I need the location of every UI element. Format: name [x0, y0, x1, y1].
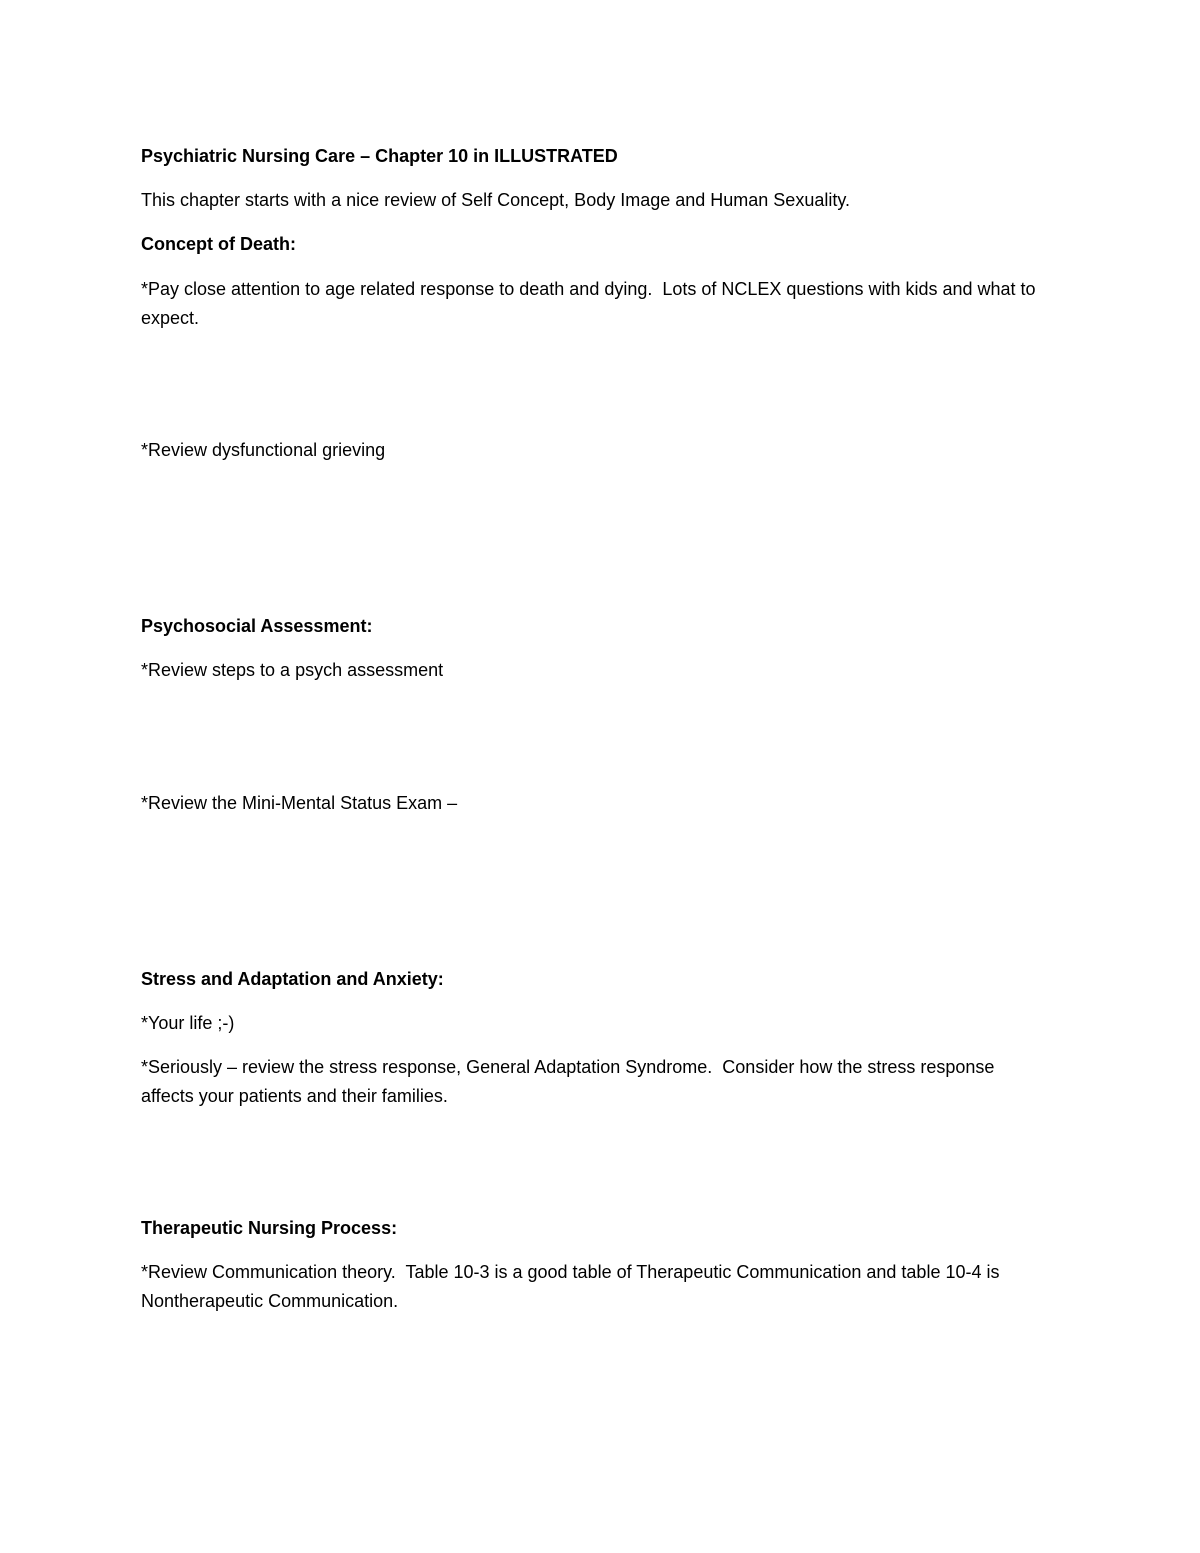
section-heading-stress-adaptation-anxiety: Stress and Adaptation and Anxiety:	[141, 969, 444, 989]
section-heading-therapeutic-nursing-process: Therapeutic Nursing Process:	[141, 1218, 398, 1238]
intro-paragraph: This chapter starts with a nice review of Self Concept, Body Image and Human Sexuality.	[141, 190, 851, 210]
note-communication-theory: *Review Communication theory. Table 10-3 is a good table of Therapeutic Communication and table 10-4 is Nontherapeutic Communication.	[141, 1262, 1005, 1311]
note-your-life: *Your life ;-)	[141, 1013, 235, 1033]
note-age-related-response: *Pay close attention to age related response to death and dying. Lots of NCLEX questions with kids and what to expect.	[141, 279, 1041, 328]
note-dysfunctional-grieving: *Review dysfunctional grieving	[141, 440, 386, 460]
section-heading-psychosocial-assessment: Psychosocial Assessment:	[141, 616, 373, 636]
note-mini-mental-status-exam: *Review the Mini-Mental Status Exam –	[141, 793, 458, 813]
section-heading-concept-of-death: Concept of Death:	[141, 234, 296, 254]
note-stress-response: *Seriously – review the stress response, General Adaptation Syndrome. Consider how the stress response affects your patients and their families.	[141, 1057, 1000, 1106]
note-psych-assessment-steps: *Review steps to a psych assessment	[141, 660, 444, 680]
document-title: Psychiatric Nursing Care – Chapter 10 in ILLUSTRATED	[141, 146, 618, 166]
